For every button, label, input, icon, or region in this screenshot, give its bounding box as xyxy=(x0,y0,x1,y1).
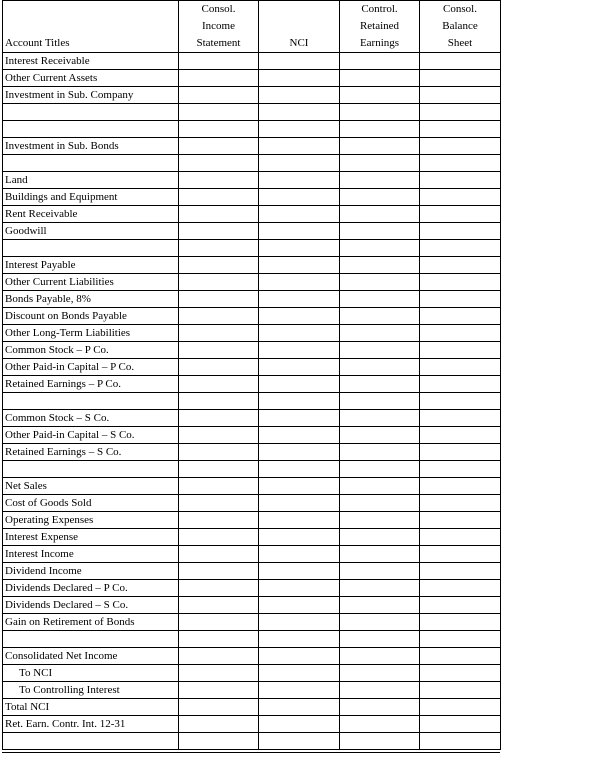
balance-sheet-cell[interactable] xyxy=(420,682,501,699)
consolidation-worksheet xyxy=(2,0,500,750)
income-statement-cell[interactable] xyxy=(179,87,259,104)
income-statement-cell[interactable] xyxy=(179,597,259,614)
account-title-cell: Bonds Payable, 8% xyxy=(3,291,179,308)
nci-cell[interactable] xyxy=(259,665,340,682)
income-statement-cell[interactable] xyxy=(179,495,259,512)
account-title-cell: Net Sales xyxy=(3,478,179,495)
nci-cell[interactable] xyxy=(259,614,340,631)
retained-earnings-cell[interactable] xyxy=(340,597,420,614)
balance-sheet-cell[interactable] xyxy=(420,308,501,325)
table-row xyxy=(3,614,501,631)
income-statement-cell[interactable] xyxy=(179,342,259,359)
retained-earnings-cell[interactable] xyxy=(340,529,420,546)
balance-sheet-cell[interactable] xyxy=(420,138,501,155)
retained-earnings-cell[interactable] xyxy=(340,478,420,495)
balance-sheet-cell[interactable] xyxy=(420,597,501,614)
balance-sheet-cell[interactable] xyxy=(420,495,501,512)
income-statement-cell[interactable] xyxy=(179,53,259,70)
table-row xyxy=(3,631,501,648)
income-statement-cell[interactable] xyxy=(179,716,259,733)
retained-earnings-cell[interactable] xyxy=(340,614,420,631)
income-statement-cell[interactable] xyxy=(179,580,259,597)
retained-earnings-cell[interactable] xyxy=(340,206,420,223)
income-statement-cell[interactable] xyxy=(179,257,259,274)
table-row xyxy=(3,104,501,121)
nci-cell[interactable] xyxy=(259,393,340,410)
table-row xyxy=(3,529,501,546)
income-statement-cell[interactable] xyxy=(179,563,259,580)
account-title-cell: Common Stock – S Co. xyxy=(3,410,179,427)
nci-cell[interactable] xyxy=(259,223,340,240)
table-row xyxy=(3,461,501,478)
table-row xyxy=(3,240,501,257)
balance-sheet-cell[interactable] xyxy=(420,614,501,631)
balance-sheet-cell[interactable] xyxy=(420,172,501,189)
table-row xyxy=(3,325,501,342)
account-titles-header: Account Titles xyxy=(3,1,179,53)
balance-sheet-cell[interactable] xyxy=(420,70,501,87)
retained-earnings-cell[interactable] xyxy=(340,376,420,393)
table-row xyxy=(3,478,501,495)
header-line: Consol. xyxy=(443,3,477,15)
nci-cell[interactable] xyxy=(259,206,340,223)
retained-earnings-cell[interactable] xyxy=(340,138,420,155)
bottom-rule xyxy=(2,752,500,753)
header-line: NCI xyxy=(289,37,309,49)
nci-cell[interactable] xyxy=(259,359,340,376)
nci-cell[interactable] xyxy=(259,733,340,750)
nci-cell[interactable] xyxy=(259,529,340,546)
balance-sheet-cell[interactable] xyxy=(420,359,501,376)
table-row xyxy=(3,206,501,223)
nci-cell[interactable] xyxy=(259,546,340,563)
table-row xyxy=(3,138,501,155)
account-title-cell: To NCI xyxy=(3,665,179,682)
balance-sheet-cell[interactable] xyxy=(420,461,501,478)
account-title-cell: Other Current Liabilities xyxy=(3,274,179,291)
balance-sheet-cell[interactable] xyxy=(420,546,501,563)
retained-earnings-cell[interactable] xyxy=(340,70,420,87)
table-row xyxy=(3,87,501,104)
table-row xyxy=(3,53,501,70)
account-title-cell: Buildings and Equipment xyxy=(3,189,179,206)
balance-sheet-cell[interactable] xyxy=(420,240,501,257)
header-line: Earnings xyxy=(359,37,400,49)
balance-sheet-cell[interactable] xyxy=(420,223,501,240)
income-statement-cell[interactable] xyxy=(179,138,259,155)
income-statement-cell[interactable] xyxy=(179,291,259,308)
income-statement-cell[interactable] xyxy=(179,427,259,444)
account-title-cell xyxy=(3,393,179,410)
account-title-cell: Other Long-Term Liabilities xyxy=(3,325,179,342)
account-title-cell: Retained Earnings – S Co. xyxy=(3,444,179,461)
table-row xyxy=(3,291,501,308)
account-title-cell: Interest Expense xyxy=(3,529,179,546)
income-statement-cell[interactable] xyxy=(179,614,259,631)
account-title-cell: Interest Payable xyxy=(3,257,179,274)
balance-sheet-cell[interactable] xyxy=(420,376,501,393)
nci-cell[interactable] xyxy=(259,444,340,461)
nci-cell[interactable] xyxy=(259,70,340,87)
table-row xyxy=(3,172,501,189)
retained-earnings-cell[interactable] xyxy=(340,325,420,342)
account-title-cell xyxy=(3,461,179,478)
nci-cell[interactable] xyxy=(259,512,340,529)
balance-sheet-cell[interactable] xyxy=(420,665,501,682)
balance-sheet-header xyxy=(420,1,501,53)
balance-sheet-cell[interactable] xyxy=(420,393,501,410)
account-title-cell: Other Paid-in Capital – P Co. xyxy=(3,359,179,376)
balance-sheet-cell[interactable] xyxy=(420,716,501,733)
account-title-cell: Investment in Sub. Company xyxy=(3,87,179,104)
income-statement-cell[interactable] xyxy=(179,223,259,240)
income-statement-cell[interactable] xyxy=(179,172,259,189)
account-title-cell: Consolidated Net Income xyxy=(3,648,179,665)
table-row xyxy=(3,444,501,461)
retained-earnings-cell[interactable] xyxy=(340,410,420,427)
table-row xyxy=(3,733,501,750)
balance-sheet-cell[interactable] xyxy=(420,563,501,580)
balance-sheet-cell[interactable] xyxy=(420,478,501,495)
retained-earnings-header xyxy=(340,1,420,53)
retained-earnings-cell[interactable] xyxy=(340,495,420,512)
table-row xyxy=(3,393,501,410)
retained-earnings-cell[interactable] xyxy=(340,733,420,750)
table-row xyxy=(3,427,501,444)
nci-cell[interactable] xyxy=(259,427,340,444)
income-statement-cell[interactable] xyxy=(179,546,259,563)
table-row xyxy=(3,359,501,376)
account-title-cell xyxy=(3,104,179,121)
retained-earnings-cell[interactable] xyxy=(340,291,420,308)
worksheet-table xyxy=(2,0,501,750)
table-row xyxy=(3,682,501,699)
table-row xyxy=(3,563,501,580)
retained-earnings-cell[interactable] xyxy=(340,257,420,274)
balance-sheet-cell[interactable] xyxy=(420,699,501,716)
retained-earnings-cell[interactable] xyxy=(340,342,420,359)
income-statement-cell[interactable] xyxy=(179,529,259,546)
income-statement-cell[interactable] xyxy=(179,733,259,750)
retained-earnings-cell[interactable] xyxy=(340,87,420,104)
table-row xyxy=(3,699,501,716)
income-statement-cell[interactable] xyxy=(179,444,259,461)
income-statement-cell[interactable] xyxy=(179,631,259,648)
balance-sheet-cell[interactable] xyxy=(420,512,501,529)
income-statement-cell[interactable] xyxy=(179,665,259,682)
nci-cell[interactable] xyxy=(259,325,340,342)
retained-earnings-cell[interactable] xyxy=(340,172,420,189)
balance-sheet-cell[interactable] xyxy=(420,121,501,138)
nci-cell[interactable] xyxy=(259,376,340,393)
retained-earnings-cell[interactable] xyxy=(340,308,420,325)
retained-earnings-cell[interactable] xyxy=(340,444,420,461)
nci-cell[interactable] xyxy=(259,121,340,138)
income-statement-header xyxy=(179,1,259,53)
retained-earnings-cell[interactable] xyxy=(340,393,420,410)
retained-earnings-cell[interactable] xyxy=(340,223,420,240)
header-line: Income xyxy=(202,20,235,32)
nci-cell[interactable] xyxy=(259,308,340,325)
balance-sheet-cell[interactable] xyxy=(420,325,501,342)
table-row xyxy=(3,223,501,240)
income-statement-cell[interactable] xyxy=(179,325,259,342)
income-statement-cell[interactable] xyxy=(179,155,259,172)
balance-sheet-cell[interactable] xyxy=(420,189,501,206)
nci-cell[interactable] xyxy=(259,257,340,274)
balance-sheet-cell[interactable] xyxy=(420,291,501,308)
nci-cell[interactable] xyxy=(259,410,340,427)
nci-header xyxy=(259,1,340,53)
account-title-cell: Other Current Assets xyxy=(3,70,179,87)
table-row xyxy=(3,495,501,512)
table-row xyxy=(3,512,501,529)
nci-cell[interactable] xyxy=(259,189,340,206)
retained-earnings-cell[interactable] xyxy=(340,461,420,478)
balance-sheet-cell[interactable] xyxy=(420,529,501,546)
income-statement-cell[interactable] xyxy=(179,682,259,699)
balance-sheet-cell[interactable] xyxy=(420,274,501,291)
retained-earnings-cell[interactable] xyxy=(340,274,420,291)
retained-earnings-cell[interactable] xyxy=(340,155,420,172)
nci-cell[interactable] xyxy=(259,699,340,716)
nci-cell[interactable] xyxy=(259,155,340,172)
account-title-cell xyxy=(3,733,179,750)
table-row xyxy=(3,257,501,274)
nci-cell[interactable] xyxy=(259,172,340,189)
balance-sheet-cell[interactable] xyxy=(420,631,501,648)
nci-cell[interactable] xyxy=(259,495,340,512)
account-title-cell: Ret. Earn. Contr. Int. 12-31 xyxy=(3,716,179,733)
balance-sheet-cell[interactable] xyxy=(420,648,501,665)
account-title-cell: Interest Receivable xyxy=(3,53,179,70)
account-title-cell xyxy=(3,121,179,138)
retained-earnings-cell[interactable] xyxy=(340,546,420,563)
table-row xyxy=(3,410,501,427)
table-row xyxy=(3,189,501,206)
table-row xyxy=(3,648,501,665)
nci-cell[interactable] xyxy=(259,342,340,359)
account-title-cell: Total NCI xyxy=(3,699,179,716)
account-title-cell: Common Stock – P Co. xyxy=(3,342,179,359)
account-title-cell xyxy=(3,240,179,257)
header-line: Control. xyxy=(361,3,398,15)
retained-earnings-cell[interactable] xyxy=(340,427,420,444)
account-title-cell xyxy=(3,631,179,648)
retained-earnings-cell[interactable] xyxy=(340,665,420,682)
account-title-cell: Rent Receivable xyxy=(3,206,179,223)
balance-sheet-cell[interactable] xyxy=(420,257,501,274)
account-title-cell: Goodwill xyxy=(3,223,179,240)
income-statement-cell[interactable] xyxy=(179,104,259,121)
income-statement-cell[interactable] xyxy=(179,70,259,87)
header-line: Balance xyxy=(442,20,478,32)
nci-cell[interactable] xyxy=(259,682,340,699)
retained-earnings-cell[interactable] xyxy=(340,512,420,529)
income-statement-cell[interactable] xyxy=(179,206,259,223)
retained-earnings-cell[interactable] xyxy=(340,359,420,376)
header-line: Consol. xyxy=(201,3,236,15)
income-statement-cell[interactable] xyxy=(179,393,259,410)
retained-earnings-cell[interactable] xyxy=(340,682,420,699)
table-row xyxy=(3,121,501,138)
retained-earnings-cell[interactable] xyxy=(340,580,420,597)
balance-sheet-cell[interactable] xyxy=(420,444,501,461)
account-title-cell: Gain on Retirement of Bonds xyxy=(3,614,179,631)
retained-earnings-cell[interactable] xyxy=(340,104,420,121)
retained-earnings-cell[interactable] xyxy=(340,631,420,648)
nci-cell[interactable] xyxy=(259,648,340,665)
balance-sheet-cell[interactable] xyxy=(420,155,501,172)
account-title-cell: Investment in Sub. Bonds xyxy=(3,138,179,155)
balance-sheet-cell[interactable] xyxy=(420,53,501,70)
income-statement-cell[interactable] xyxy=(179,461,259,478)
account-title-cell: Operating Expenses xyxy=(3,512,179,529)
retained-earnings-cell[interactable] xyxy=(340,53,420,70)
account-title-cell: Land xyxy=(3,172,179,189)
nci-cell[interactable] xyxy=(259,580,340,597)
account-title-cell: To Controlling Interest xyxy=(3,682,179,699)
nci-cell[interactable] xyxy=(259,240,340,257)
retained-earnings-cell[interactable] xyxy=(340,699,420,716)
income-statement-cell[interactable] xyxy=(179,648,259,665)
income-statement-cell[interactable] xyxy=(179,359,259,376)
income-statement-cell[interactable] xyxy=(179,699,259,716)
balance-sheet-cell[interactable] xyxy=(420,87,501,104)
table-row xyxy=(3,597,501,614)
account-title-cell: Dividends Declared – P Co. xyxy=(3,580,179,597)
header-line: Retained xyxy=(359,20,400,32)
account-title-cell: Interest Income xyxy=(3,546,179,563)
income-statement-cell[interactable] xyxy=(179,189,259,206)
income-statement-cell[interactable] xyxy=(179,376,259,393)
account-title-cell: Discount on Bonds Payable xyxy=(3,308,179,325)
retained-earnings-cell[interactable] xyxy=(340,563,420,580)
table-row xyxy=(3,716,501,733)
nci-cell[interactable] xyxy=(259,597,340,614)
income-statement-cell[interactable] xyxy=(179,410,259,427)
account-title-cell xyxy=(3,155,179,172)
nci-cell[interactable] xyxy=(259,631,340,648)
balance-sheet-cell[interactable] xyxy=(420,580,501,597)
income-statement-cell[interactable] xyxy=(179,478,259,495)
income-statement-cell[interactable] xyxy=(179,240,259,257)
balance-sheet-cell[interactable] xyxy=(420,104,501,121)
balance-sheet-cell[interactable] xyxy=(420,206,501,223)
balance-sheet-cell[interactable] xyxy=(420,342,501,359)
nci-cell[interactable] xyxy=(259,563,340,580)
account-title-cell: Dividends Declared – S Co. xyxy=(3,597,179,614)
income-statement-cell[interactable] xyxy=(179,512,259,529)
nci-cell[interactable] xyxy=(259,478,340,495)
income-statement-cell[interactable] xyxy=(179,308,259,325)
retained-earnings-cell[interactable] xyxy=(340,240,420,257)
nci-cell[interactable] xyxy=(259,461,340,478)
nci-cell[interactable] xyxy=(259,104,340,121)
nci-cell[interactable] xyxy=(259,274,340,291)
table-row xyxy=(3,546,501,563)
nci-cell[interactable] xyxy=(259,716,340,733)
worksheet-body xyxy=(3,53,501,750)
account-title-cell: Cost of Goods Sold xyxy=(3,495,179,512)
account-title-cell: Dividend Income xyxy=(3,563,179,580)
balance-sheet-cell[interactable] xyxy=(420,427,501,444)
table-row xyxy=(3,376,501,393)
income-statement-cell[interactable] xyxy=(179,121,259,138)
nci-cell[interactable] xyxy=(259,87,340,104)
table-row xyxy=(3,274,501,291)
nci-cell[interactable] xyxy=(259,291,340,308)
table-row xyxy=(3,70,501,87)
balance-sheet-cell[interactable] xyxy=(420,733,501,750)
retained-earnings-cell[interactable] xyxy=(340,121,420,138)
table-row xyxy=(3,342,501,359)
balance-sheet-cell[interactable] xyxy=(420,410,501,427)
header-line: Sheet xyxy=(447,37,473,49)
retained-earnings-cell[interactable] xyxy=(340,189,420,206)
header-line: Statement xyxy=(196,37,241,49)
table-row xyxy=(3,308,501,325)
nci-cell[interactable] xyxy=(259,138,340,155)
income-statement-cell[interactable] xyxy=(179,274,259,291)
table-row xyxy=(3,665,501,682)
table-row xyxy=(3,580,501,597)
nci-cell[interactable] xyxy=(259,53,340,70)
account-title-cell: Other Paid-in Capital – S Co. xyxy=(3,427,179,444)
header-row xyxy=(3,1,501,53)
account-title-cell: Retained Earnings – P Co. xyxy=(3,376,179,393)
table-row xyxy=(3,155,501,172)
retained-earnings-cell[interactable] xyxy=(340,716,420,733)
retained-earnings-cell[interactable] xyxy=(340,648,420,665)
